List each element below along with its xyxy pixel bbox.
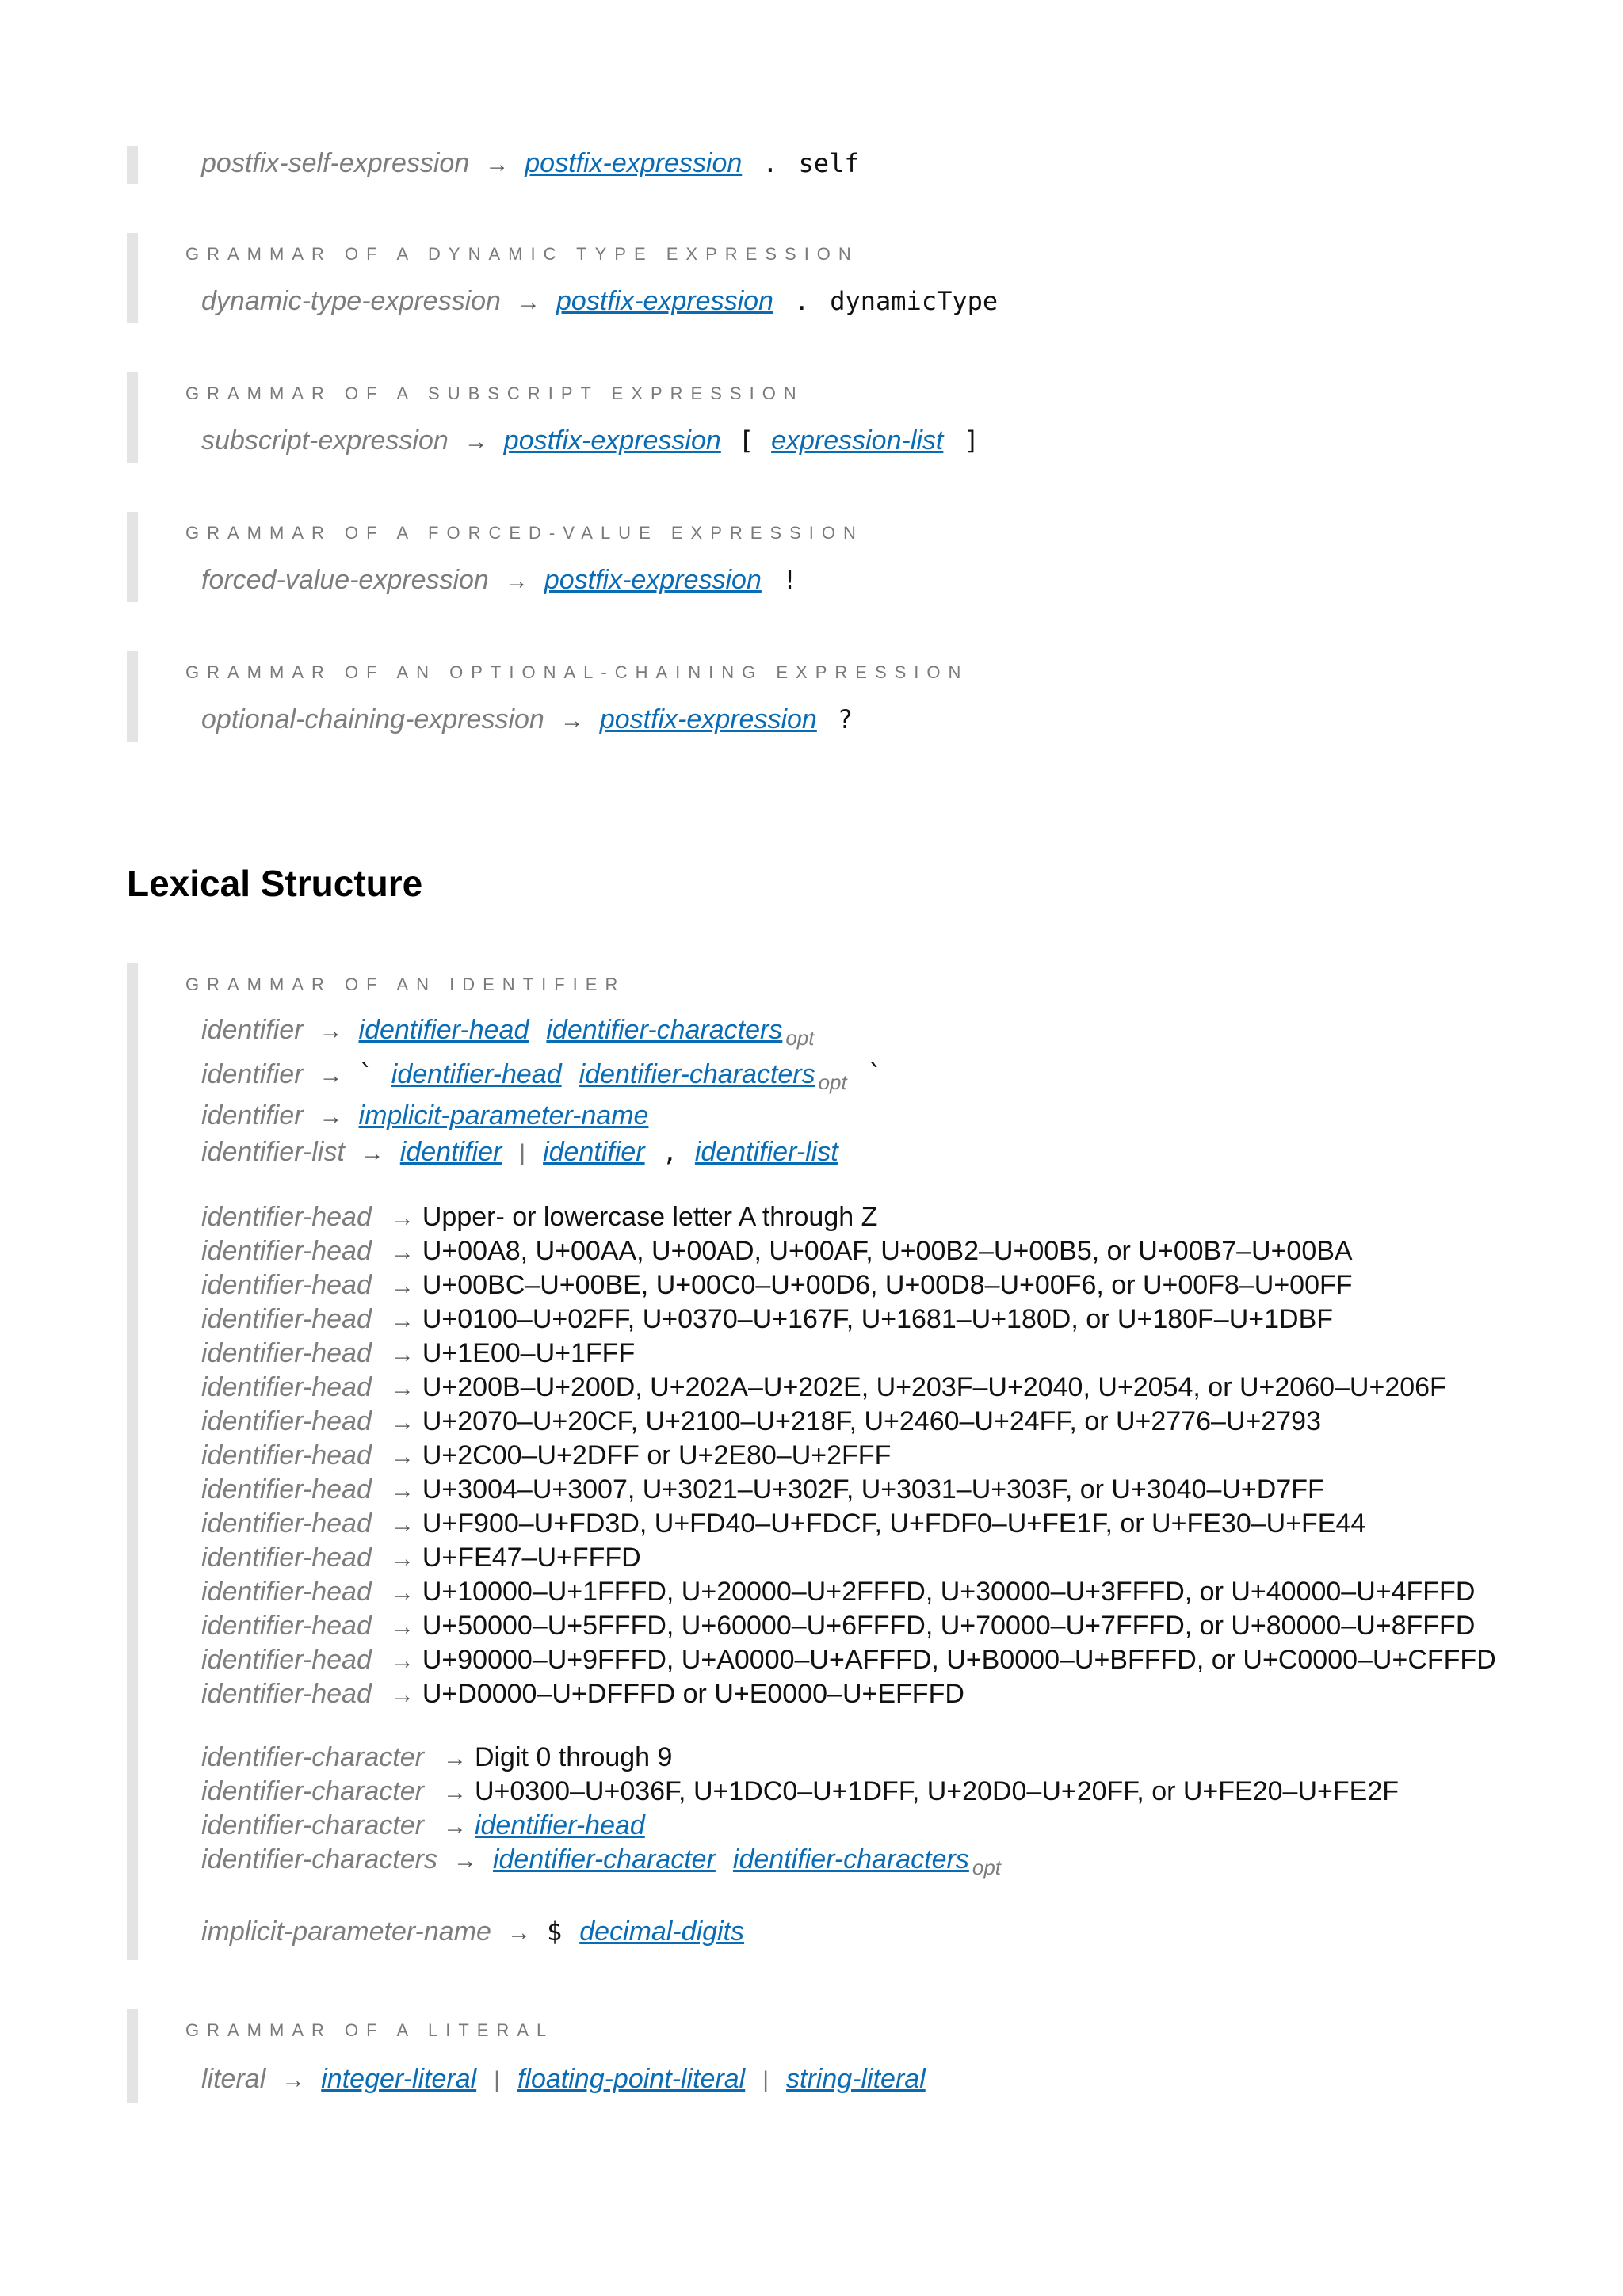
rule-lhs: implicit-parameter-name (201, 1917, 491, 1947)
arrow-icon: → (506, 1920, 531, 1946)
rule-text: U+0300–U+036F, U+1DC0–U+1DFF, U+20D0–U+20FF, or U+FE20–U+FE2F (474, 1776, 1399, 1806)
grammar-rule (201, 1506, 1365, 1541)
section-title: Lexical Structure (127, 863, 423, 904)
grammar-rule (201, 1302, 1333, 1337)
arrow-icon: → (390, 1444, 414, 1470)
arrow-icon: → (390, 1341, 414, 1367)
rule-text: U+0100–U+02FF, U+0370–U+167F, U+1681–U+180D, or U+180F–U+1DBF (422, 1304, 1334, 1334)
arrow-icon: → (390, 1273, 414, 1299)
grammar-rule (201, 1608, 1475, 1643)
grammar-rule (201, 1740, 672, 1775)
grammar-block-identifier (127, 963, 1517, 1960)
rule-text: Digit 0 through 9 (474, 1742, 673, 1772)
optional-marker: opt (972, 1855, 1002, 1879)
keyword-token: ` (358, 1059, 374, 1089)
keyword-token: self (798, 148, 860, 178)
arrow-icon: → (442, 1814, 467, 1840)
grammar-link[interactable]: postfix-expression (503, 425, 721, 456)
rule-text: U+1E00–U+1FFF (422, 1338, 636, 1368)
alternative-separator: | (519, 1140, 526, 1166)
arrow-icon: → (390, 1512, 414, 1538)
arrow-icon: → (281, 2067, 306, 2093)
grammar-rule (201, 1540, 641, 1575)
arrow-icon: → (504, 568, 529, 594)
arrow-icon: → (516, 289, 540, 315)
rule-lhs: identifier (201, 1100, 304, 1131)
grammar-rule (201, 563, 797, 597)
grammar-heading: GRAMMAR OF A SUBSCRIPT EXPRESSION (185, 383, 804, 403)
keyword-token: ? (837, 704, 854, 734)
rule-lhs: identifier-head (201, 1372, 372, 1402)
keyword-token: [ (738, 425, 754, 456)
grammar-link[interactable]: string-literal (786, 2064, 926, 2094)
grammar-link[interactable]: identifier-character (492, 1844, 716, 1875)
grammar-block-dynamic-type (127, 233, 1485, 323)
grammar-link[interactable]: identifier (399, 1137, 502, 1167)
grammar-rule (201, 1268, 1353, 1302)
rule-lhs: identifier (201, 1015, 304, 1045)
rule-lhs: identifier-head (201, 1679, 372, 1709)
arrow-icon: → (390, 1614, 414, 1640)
arrow-icon: → (390, 1307, 414, 1333)
rule-text: U+2070–U+20CF, U+2100–U+218F, U+2460–U+24FF, or U+2776–U+2793 (422, 1406, 1321, 1436)
arrow-icon: → (360, 1140, 384, 1166)
grammar-link[interactable]: decimal-digits (579, 1917, 745, 1947)
keyword-token: dynamicType (830, 286, 999, 316)
grammar-rule (201, 1774, 1399, 1809)
arrow-icon: → (319, 1104, 343, 1130)
rule-text: U+00A8, U+00AA, U+00AD, U+00AF, U+00B2–U+00B5, or U+00B7–U+00BA (422, 1236, 1353, 1266)
arrow-icon: → (464, 429, 488, 455)
grammar-link[interactable]: identifier-list (694, 1137, 838, 1167)
rule-lhs: optional-chaining-expression (201, 704, 544, 734)
grammar-block-literal (127, 2009, 1485, 2103)
keyword-token: . (762, 148, 778, 178)
rule-text: U+50000–U+5FFFD, U+60000–U+6FFFD, U+70000–U+7FFFD, or U+80000–U+8FFFD (422, 1611, 1476, 1641)
rule-lhs: dynamic-type-expression (201, 286, 501, 316)
grammar-rule (201, 1199, 877, 1234)
grammar-heading: GRAMMAR OF A LITERAL (185, 2020, 555, 2040)
grammar-heading: GRAMMAR OF A DYNAMIC TYPE EXPRESSION (185, 244, 859, 264)
arrow-icon: → (390, 1205, 414, 1231)
arrow-icon: → (442, 1745, 467, 1772)
grammar-rule (201, 1808, 645, 1843)
rule-lhs: identifier-head (201, 1202, 372, 1232)
rule-text: U+00BC–U+00BE, U+00C0–U+00D6, U+00D8–U+00F6, or U+00F8–U+00FF (422, 1270, 1353, 1300)
arrow-icon: → (390, 1580, 414, 1606)
rule-text: U+FE47–U+FFFD (422, 1543, 641, 1573)
rule-lhs: identifier-head (201, 1236, 372, 1266)
grammar-link[interactable]: identifier-head (391, 1059, 562, 1089)
keyword-token: , (662, 1137, 678, 1167)
rule-lhs: identifier-head (201, 1406, 372, 1436)
arrow-icon: → (559, 707, 584, 734)
grammar-rule (201, 1574, 1475, 1609)
grammar-rule (201, 1676, 964, 1711)
grammar-rule (201, 2061, 926, 2096)
rule-lhs: identifier-head (201, 1508, 372, 1539)
grammar-rule (201, 423, 980, 458)
rule-lhs: postfix-self-expression (201, 148, 470, 178)
arrow-icon: → (485, 151, 510, 177)
arrow-icon: → (390, 1375, 414, 1402)
rule-text: U+2C00–U+2DFF or U+2E80–U+2FFF (422, 1440, 892, 1470)
grammar-link[interactable]: identifier-characters (732, 1844, 969, 1875)
grammar-block-postfix-self (127, 146, 1485, 184)
rule-lhs: identifier-head (201, 1270, 372, 1300)
grammar-rule (201, 146, 860, 181)
grammar-link[interactable]: integer-literal (321, 2064, 477, 2094)
alternative-separator: | (762, 2067, 769, 2093)
rule-text: U+10000–U+1FFFD, U+20000–U+2FFFD, U+30000–U+3FFFD, or U+40000–U+4FFFD (422, 1577, 1476, 1607)
keyword-token: ` (867, 1059, 884, 1089)
grammar-link[interactable]: implicit-parameter-name (358, 1100, 649, 1131)
grammar-link[interactable]: identifier-head (474, 1810, 645, 1840)
rule-text: U+90000–U+9FFFD, U+A0000–U+AFFFD, U+B0000–U+BFFFD, or U+C0000–U+CFFFD (422, 1645, 1496, 1675)
rule-lhs: identifier-head (201, 1304, 372, 1334)
grammar-link[interactable]: expression-list (771, 425, 944, 456)
grammar-heading: GRAMMAR OF AN IDENTIFIER (185, 974, 626, 994)
rule-text: U+D0000–U+DFFFD or U+E0000–U+EFFFD (422, 1679, 964, 1709)
arrow-icon: → (390, 1239, 414, 1265)
grammar-rule (201, 1438, 891, 1473)
grammar-rule (201, 1472, 1324, 1507)
grammar-heading: GRAMMAR OF A FORCED-VALUE EXPRESSION (185, 523, 864, 543)
grammar-link[interactable]: postfix-expression (525, 148, 743, 178)
optional-marker: opt (818, 1070, 847, 1094)
arrow-icon: → (453, 1848, 477, 1874)
rule-lhs: identifier-head (201, 1543, 372, 1573)
grammar-rule (201, 1642, 1496, 1677)
rule-lhs: identifier-character (201, 1776, 424, 1806)
rule-text: U+F900–U+FD3D, U+FD40–U+FDCF, U+FDF0–U+FE1F, or U+FE30–U+FE44 (422, 1508, 1366, 1539)
grammar-rule (201, 1135, 838, 1169)
arrow-icon: → (442, 1779, 467, 1806)
grammar-rule (201, 702, 853, 737)
keyword-token: ! (781, 565, 798, 595)
arrow-icon: → (319, 1062, 343, 1089)
grammar-link[interactable]: floating-point-literal (517, 2064, 746, 2094)
grammar-rule (201, 1098, 648, 1133)
keyword-token: $ (546, 1917, 563, 1947)
rule-text: U+200B–U+200D, U+202A–U+202E, U+203F–U+2040, U+2054, or U+2060–U+206F (422, 1372, 1446, 1402)
keyword-token: ] (964, 425, 980, 456)
rule-lhs: subscript-expression (201, 425, 449, 456)
grammar-rule (201, 1914, 744, 1949)
grammar-link[interactable]: identifier-head (358, 1015, 529, 1045)
rule-lhs: identifier-list (201, 1137, 345, 1167)
grammar-block-optional-chaining (127, 651, 1485, 742)
rule-lhs: identifier-head (201, 1577, 372, 1607)
arrow-icon: → (390, 1478, 414, 1504)
grammar-heading: GRAMMAR OF AN OPTIONAL-CHAINING EXPRESSION (185, 662, 969, 682)
rule-text: U+3004–U+3007, U+3021–U+302F, U+3031–U+303F, or U+3040–U+D7FF (422, 1474, 1324, 1505)
grammar-link[interactable]: postfix-expression (599, 704, 817, 734)
arrow-icon: → (319, 1018, 343, 1044)
rule-lhs: identifier-characters (201, 1844, 437, 1875)
grammar-link[interactable]: identifier-characters (579, 1059, 815, 1089)
rule-lhs: identifier-character (201, 1742, 424, 1772)
grammar-rule (201, 1234, 1353, 1268)
rule-lhs: identifier-head (201, 1474, 372, 1505)
rule-text: Upper- or lowercase letter A through Z (422, 1202, 878, 1232)
grammar-link[interactable]: identifier-characters (546, 1015, 783, 1045)
grammar-rule (201, 1370, 1446, 1405)
rule-lhs: identifier-head (201, 1645, 372, 1675)
arrow-icon: → (390, 1682, 414, 1708)
optional-marker: opt (785, 1026, 815, 1050)
grammar-rule (201, 284, 998, 318)
arrow-icon: → (390, 1546, 414, 1572)
grammar-link[interactable]: postfix-expression (544, 565, 762, 595)
keyword-token: . (793, 286, 810, 316)
rule-lhs: identifier-head (201, 1611, 372, 1641)
rule-lhs: literal (201, 2064, 266, 2094)
rule-lhs: identifier (201, 1059, 304, 1089)
grammar-link[interactable]: postfix-expression (556, 286, 773, 316)
arrow-icon: → (390, 1648, 414, 1674)
grammar-rule (201, 1336, 635, 1371)
grammar-link[interactable]: identifier (543, 1137, 645, 1167)
grammar-rule (201, 1842, 1001, 1877)
arrow-icon: → (390, 1409, 414, 1436)
grammar-block-forced-value (127, 512, 1485, 602)
rule-lhs: identifier-character (201, 1810, 424, 1840)
alternative-separator: | (494, 2067, 500, 2093)
grammar-rule (201, 1013, 815, 1050)
rule-lhs: identifier-head (201, 1338, 372, 1368)
grammar-block-subscript (127, 372, 1485, 463)
rule-lhs: identifier-head (201, 1440, 372, 1470)
rule-lhs: forced-value-expression (201, 565, 489, 595)
grammar-rule (201, 1057, 883, 1092)
grammar-rule (201, 1404, 1321, 1439)
